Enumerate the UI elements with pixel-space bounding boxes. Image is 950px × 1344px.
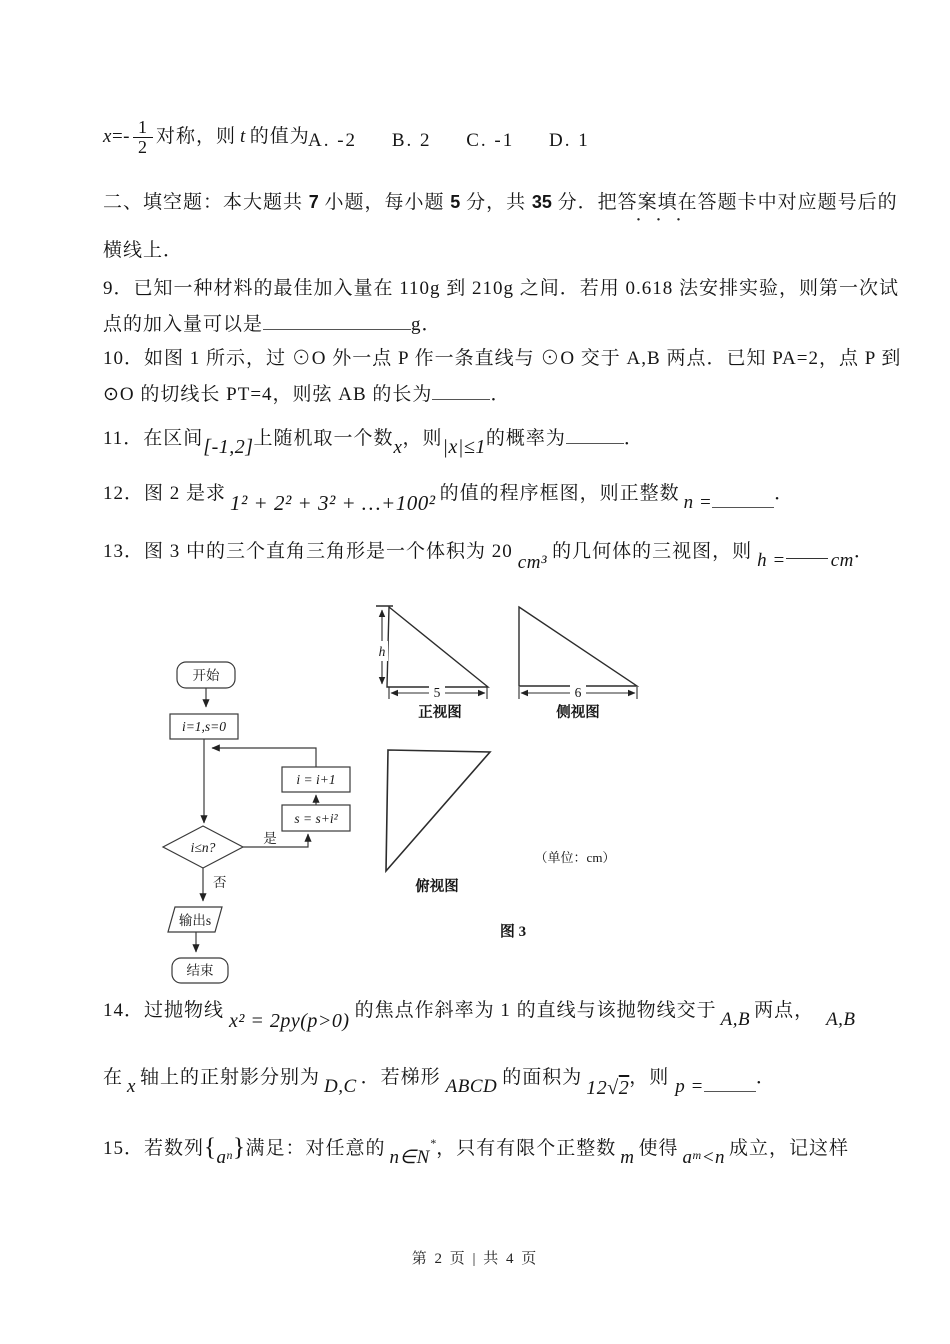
q14-parabola-equation: x² = 2py(p>0) (229, 1010, 350, 1032)
q14-text-c: 两点， (754, 1000, 815, 1021)
q15-brace-close: } (233, 1134, 246, 1161)
flowchart-increment-label: i = i+1 (296, 772, 336, 787)
flowchart-accumulate-label: s = s+i² (294, 811, 338, 826)
q13-unit-cm3: cm³ (517, 552, 548, 573)
q8-equals: =- (111, 126, 130, 148)
flowchart-init-label: i=1,s=0 (181, 719, 227, 734)
q14-period: ． (755, 1067, 776, 1088)
q8-option-a: A. -2 (308, 130, 358, 151)
q8-options-row (308, 129, 619, 153)
q8-text-1: 对称，则 (155, 126, 236, 148)
front-view-height-label: h (378, 644, 386, 659)
flowchart-output-label: 输出s (178, 913, 212, 928)
question13-line (103, 539, 874, 573)
question11-line (103, 426, 644, 458)
q11-text-c: ，则 (402, 428, 443, 449)
question9-line2 (103, 312, 442, 337)
q15-text-a: 15．若数列 (103, 1138, 205, 1159)
flowchart-yes-label: 是 (263, 831, 277, 846)
q14-text-e: 轴上的正射影分别为 (139, 1067, 320, 1088)
q12-period: ． (774, 483, 795, 504)
q12-var-n-equals: n = (683, 492, 713, 513)
three-view-figure (375, 606, 637, 871)
q14-text-b: 的焦点作斜率为 1 的直线与该抛物线交于 (354, 1000, 717, 1021)
q15-text-c: ，只有有限个正整数 (436, 1138, 617, 1159)
section-text-d: 分．把答案填在答题卡中对应题号后的 (557, 192, 898, 213)
question15-line (103, 1131, 850, 1168)
q14-text-g: 的面积为 (502, 1067, 583, 1088)
q15-am-subscript: m (692, 1148, 702, 1162)
q15-seq-var: a (216, 1147, 227, 1168)
q14-text-d: 在 (103, 1067, 124, 1088)
figures-canvas (130, 595, 700, 978)
q15-seq-subscript: n (226, 1148, 234, 1162)
question10-line1: 10．如图 1 所示，过 ⊙O 外一点 P 作一条直线与 ⊙O 交于 A,B 两点．已知 PA=2，点 P 到 (103, 348, 902, 369)
flowchart-loop-return-line (212, 748, 316, 767)
q15-text-e: 成立，记这样 (729, 1138, 850, 1159)
q14-area-value: 12√ (586, 1077, 619, 1099)
q10-answer-blank (432, 382, 490, 400)
unit-note: （单位：cm） (534, 850, 616, 865)
side-view-triangle (519, 607, 637, 686)
q10-period: ． (490, 384, 511, 405)
q11-text-d: 的概率为 (485, 428, 566, 449)
q12-answer-blank (712, 490, 774, 508)
section-header (103, 191, 898, 215)
section-header-cont: 横线上． (103, 240, 184, 261)
q14-var-p-equals: p = (675, 1076, 704, 1097)
front-view-caption: 正视图 (418, 705, 462, 721)
q14-text-f: ．若梯形 (360, 1067, 441, 1088)
q14-answer-blank (704, 1074, 756, 1092)
q12-sum-expression: 1² + 2² + 3² + …+100² (230, 491, 436, 515)
q13-period: ． (853, 541, 874, 562)
q9-text: 点的加入量可以是 (103, 314, 264, 335)
question9-line1: 9．已知一种材料的最佳加入量在 110g 到 210g 之间．若用 0.618 法安排实验，则第一次试 (103, 278, 900, 299)
section-count: 7 (308, 192, 319, 212)
q13-answer-blank (786, 541, 828, 559)
question14-line2 (103, 1065, 776, 1099)
q15-nstar-sup: * (429, 1136, 437, 1150)
q11-period: ． (623, 428, 644, 449)
q14-text-h: ，则 (629, 1067, 670, 1088)
q15-am-var: a (682, 1147, 693, 1168)
q11-text-b: 上随机取一个数 (253, 428, 394, 449)
q8-option-c: C. -1 (466, 130, 515, 151)
front-view-triangle (387, 607, 488, 687)
question10-line2 (103, 382, 510, 407)
q8-fraction (133, 118, 153, 157)
front-view-base-value: 5 (433, 685, 441, 700)
question8-tail-line (103, 114, 310, 160)
q11-interval: [-1,2] (203, 436, 254, 458)
q14-points-ab-2: A,B (826, 1009, 856, 1030)
section-text-b: 小题，每小题 (324, 192, 445, 213)
q14-trapezoid-abcd: ABCD (445, 1076, 498, 1097)
q8-fraction-numerator: 1 (137, 116, 148, 137)
section-text-a: 二、填空题：本大题共 (103, 192, 304, 213)
q15-text-d: 使得 (638, 1138, 679, 1159)
q15-var-m: m (620, 1147, 635, 1168)
q8-fraction-denominator: 2 (133, 137, 153, 157)
q8-option-b: B. 2 (391, 130, 432, 151)
q9-answer-blank (263, 312, 411, 330)
q15-n-in-nstar: n∈N (389, 1147, 430, 1168)
q8-var-x: x (103, 126, 112, 148)
q9-unit: g． (411, 314, 442, 335)
section-text-c: 分，共 (466, 192, 527, 213)
q8-option-d: D. 1 (549, 130, 590, 151)
q15-text-b: 满足：对任意的 (245, 1138, 386, 1159)
q11-var-x: x (393, 437, 403, 458)
q15-brace-open: { (204, 1134, 217, 1161)
side-view-caption: 侧视图 (556, 705, 600, 721)
q11-answer-blank (566, 426, 624, 444)
figure3-caption: 图 3 (499, 924, 527, 940)
q14-area-radicand: 2 (618, 1077, 630, 1099)
q13-text-a: 13．图 3 中的三个直角三角形是一个体积为 20 (103, 541, 513, 562)
q14-text-a: 14．过抛物线 (103, 1000, 225, 1021)
page-footer: 第 2 页 | 共 4 页 (411, 1251, 539, 1267)
q11-abs-condition: |x|≤1 (442, 436, 486, 458)
q15-am-lt-n: <n (701, 1147, 726, 1168)
emphasis-dots: ··· (636, 212, 697, 228)
question14-line1 (103, 998, 856, 1032)
flowchart-no-label: 否 (213, 875, 227, 890)
q14-points-dc: D,C (323, 1076, 357, 1097)
q13-var-h-equals: h = (757, 550, 786, 571)
flowchart-condition-label: i≤n? (190, 840, 216, 855)
q11-text-a: 11．在区间 (103, 428, 204, 449)
flowchart-start-label: 开始 (192, 668, 220, 683)
q14-var-x-axis: x (127, 1076, 136, 1097)
q12-text-b: 的值的程序框图，则正整数 (439, 483, 680, 504)
q8-var-t: t (240, 126, 246, 148)
question12-line (103, 479, 795, 515)
q8-text-2: 的值为 (249, 126, 310, 148)
section-points-each: 5 (450, 192, 461, 212)
q13-text-b: 的几何体的三视图，则 (552, 541, 753, 562)
side-view-base-value: 6 (574, 685, 582, 700)
q13-unit-cm: cm (830, 550, 854, 571)
flowchart-end-label: 结束 (186, 963, 214, 978)
top-view-triangle (386, 750, 490, 871)
section-points-total: 35 (531, 192, 552, 212)
q12-text-a: 12．图 2 是求 (103, 483, 227, 504)
top-view-caption: 俯视图 (415, 879, 459, 895)
q14-points-ab-1: A,B (720, 1009, 751, 1030)
q10-text: ⊙O 的切线长 PT=4，则弦 AB 的长为 (103, 384, 433, 405)
